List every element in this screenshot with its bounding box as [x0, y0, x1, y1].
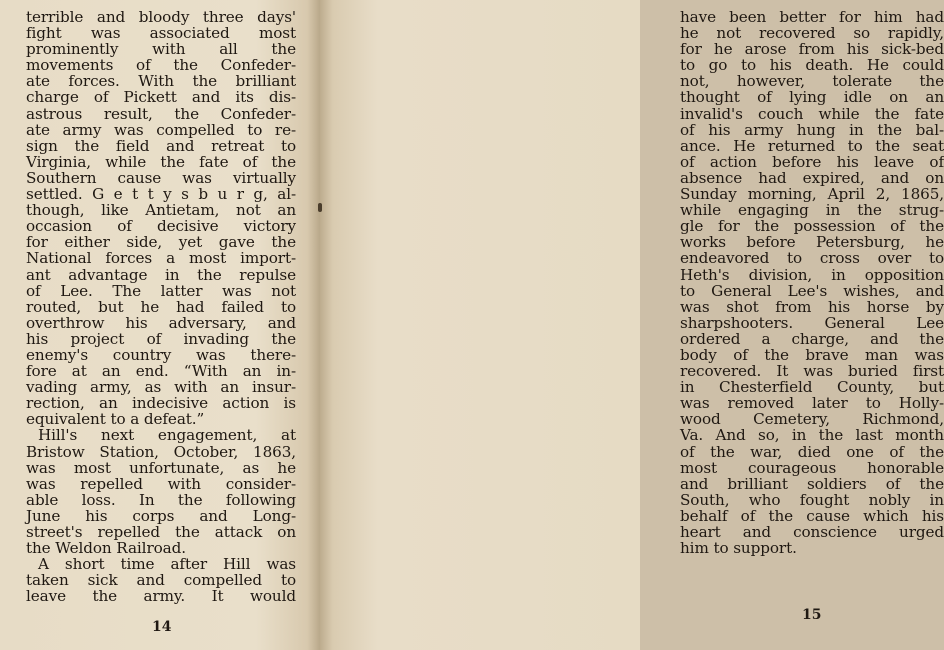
text-line: sharpshooters. General Lee: [680, 313, 944, 332]
text-line: taken sick and compelled to: [26, 571, 296, 590]
text-line: though, like Antietam, not an: [26, 201, 296, 220]
text-line: prominently with all the: [26, 40, 296, 59]
text-line: fight was associated most: [26, 24, 296, 43]
text-line: A short time after Hill was: [38, 555, 296, 574]
text-line: occasion of decisive victory: [26, 217, 296, 236]
text-line: fore at an end. “With an in-: [26, 362, 296, 381]
text-line: while engaging in the strug-: [680, 201, 944, 220]
text-line: able loss. In the following: [26, 490, 296, 509]
text-line: ordered a charge, and the: [680, 329, 944, 348]
text-line: to go to his death. He could: [680, 56, 944, 75]
text-line: to General Lee's wishes, and: [680, 281, 944, 300]
right-page: [320, 0, 944, 650]
text-line: him to support.: [680, 539, 797, 558]
right-page-number: 15: [802, 607, 822, 623]
text-line: was removed later to Holly-: [680, 394, 944, 413]
text-line: heart and conscience urged: [680, 523, 944, 541]
text-line: of action before his leave of: [680, 152, 944, 171]
text-line: works before Petersburg, he: [680, 233, 944, 252]
text-line: gle for the possession of the: [680, 217, 944, 236]
text-line: street's repelled the attack on: [26, 523, 296, 541]
text-line: absence had expired, and on: [680, 168, 944, 187]
text-line: astrous result, the Confeder-: [26, 104, 296, 123]
text-line: of the war, died one of the: [680, 442, 944, 461]
text-line: leave the army. It would: [26, 587, 296, 606]
text-line: equivalent to a defeat.”: [26, 410, 205, 429]
text-line: ance. He returned to the seat: [680, 136, 944, 155]
right-page-text: [680, 9, 944, 556]
text-line: his project of invading the: [26, 329, 296, 348]
text-line: routed, but he had failed to: [26, 297, 296, 316]
text-line: June his corps and Long-: [26, 506, 296, 525]
left-page-number: 14: [152, 619, 172, 635]
text-line: Sunday morning, April 2, 1865,: [680, 185, 944, 204]
text-line: rection, an indecisive action is: [26, 394, 296, 413]
text-line: and brilliant soldiers of the: [680, 474, 944, 493]
text-line: endeavored to cross over to: [680, 249, 944, 268]
text-line: terrible and bloody three days': [26, 8, 296, 26]
left-page-text: [26, 9, 296, 604]
paper-blemish: [318, 203, 322, 212]
text-line: ate forces. With the brilliant: [26, 72, 296, 91]
text-line: sign the field and retreat to: [26, 136, 296, 155]
text-line: the Weldon Railroad.: [26, 539, 186, 558]
text-line: Virginia, while the fate of the: [26, 152, 296, 171]
text-line: South, who fought nobly in: [680, 490, 944, 509]
text-line: not, however, tolerate the: [680, 72, 944, 91]
text-line: vading army, as with an insur-: [26, 378, 296, 397]
text-line: enemy's country was there-: [26, 345, 296, 364]
text-line: settled. G e t t y s b u r g, al-: [26, 185, 296, 204]
text-line: Bristow Station, October, 1863,: [26, 442, 296, 461]
text-line: overthrow his adversary, and: [26, 313, 296, 332]
text-line: Va. And so, in the last month: [680, 426, 944, 445]
text-line: most courageous honorable: [680, 458, 944, 477]
text-line: behalf of the cause which his: [680, 506, 944, 525]
text-line: in Chesterfield County, but: [680, 378, 944, 397]
text-line: for either side, yet gave the: [26, 233, 296, 252]
text-line: charge of Pickett and its dis-: [26, 88, 296, 107]
text-line: Southern cause was virtually: [26, 168, 296, 187]
text-line: wood Cemetery, Richmond,: [680, 410, 944, 429]
text-line: movements of the Confeder-: [26, 56, 296, 75]
text-line: have been better for him had: [680, 8, 944, 26]
text-line: recovered. It was buried first: [680, 362, 944, 381]
text-line: was most unfortunate, as he: [26, 458, 296, 477]
text-line: ate army was compelled to re-: [26, 120, 296, 139]
text-line: was shot from his horse by: [680, 297, 944, 316]
text-line: for he arose from his sick-bed: [680, 40, 944, 59]
text-line: of his army hung in the bal-: [680, 120, 944, 139]
text-line: of Lee. The latter was not: [26, 281, 296, 300]
text-line: thought of lying idle on an: [680, 88, 944, 107]
text-line: invalid's couch while the fate: [680, 104, 944, 123]
left-page: [0, 0, 320, 650]
text-line: Hill's next engagement, at: [38, 426, 296, 445]
text-line: he not recovered so rapidly,: [680, 24, 944, 43]
text-line: National forces a most import-: [26, 249, 296, 268]
text-line: body of the brave man was: [680, 345, 944, 364]
text-line: ant advantage in the repulse: [26, 265, 296, 284]
text-line: was repelled with consider-: [26, 474, 296, 493]
text-line: Heth's division, in opposition: [680, 265, 944, 284]
